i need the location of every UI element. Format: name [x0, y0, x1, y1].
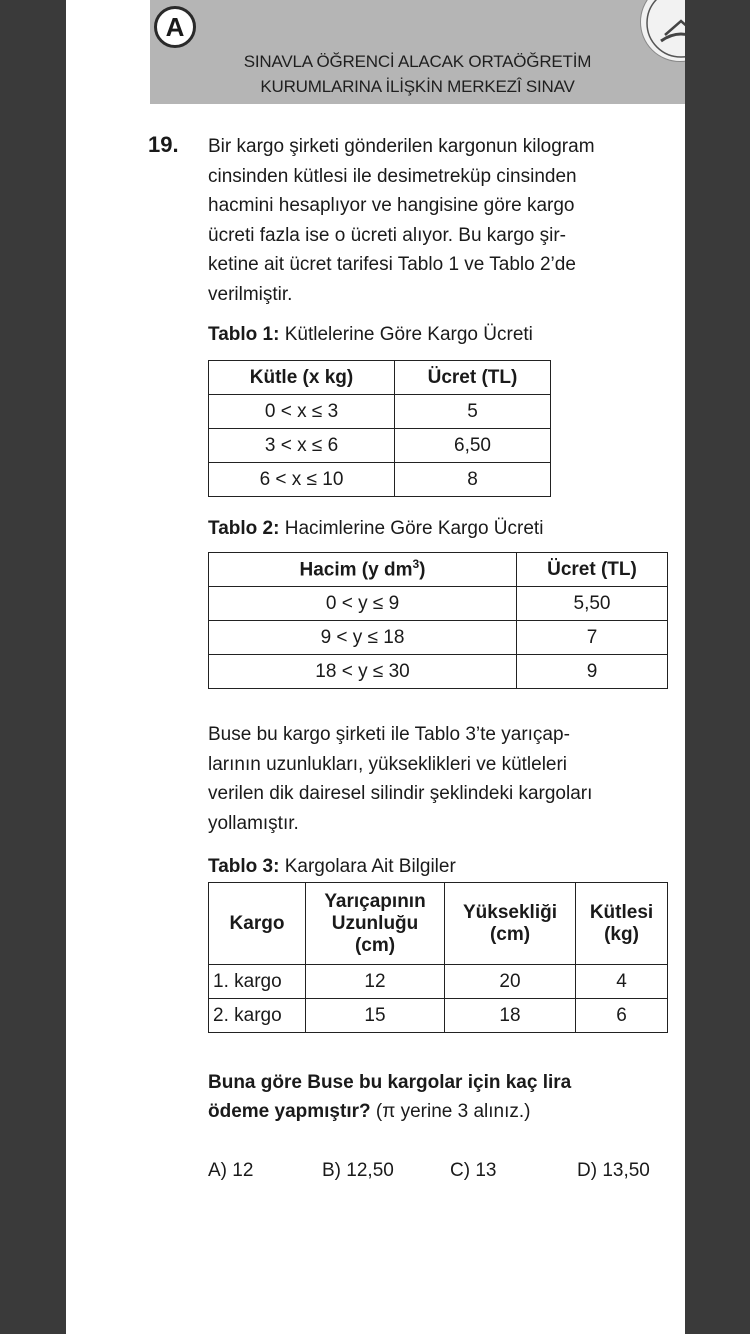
table-cell: 18 [445, 999, 576, 1033]
option-c[interactable]: C) 13 [450, 1160, 497, 1181]
table-cell: 5 [395, 395, 551, 429]
table-row [209, 587, 668, 621]
intro-line: verilmiştir. [208, 283, 293, 305]
question-prompt: Buna göre Buse bu kargolar için kaç lira ödeme yapmıştır? (π yerine 3 alınız.) [208, 1072, 572, 1122]
intro-line: Bir kargo şirketi gönderilen kargonun kilogram [208, 136, 595, 157]
middle-line: Buse bu kargo şirketi ile Tablo 3’te yarıçap- [208, 724, 570, 745]
intro-line: ücreti fazla ise o ücreti alıyor. Bu kargo şir- [208, 224, 566, 246]
table-cell: 6,50 [395, 429, 551, 463]
header-line-1: SINAVLA ÖĞRENCİ ALACAK ORTAÖĞRETİM [243, 52, 592, 71]
intro-line: cinsinden kütlesi ile desimetreküp cinsinden [208, 165, 577, 187]
option-a[interactable]: A) 12 [208, 1160, 254, 1181]
middle-line: larının uzunlukları, yükseklikleri ve kütleleri [208, 753, 568, 775]
question-number: 19. [148, 132, 179, 157]
middle-line: verilen dik dairesel silindir şeklindeki kargoları [208, 783, 593, 804]
table-cell: 9 < y ≤ 18 [209, 621, 517, 655]
table-header: Kütle (x kg) [209, 361, 395, 395]
table-row [209, 463, 551, 497]
middle-line: yollamıştır. [208, 812, 299, 834]
table-cell: 4 [576, 965, 668, 999]
table-cell: 2. kargo [209, 999, 306, 1033]
header-line-2: KURUMLARINA İLİŞKİN MERKEZÎ SINAV [260, 77, 575, 96]
option-b[interactable]: B) 12,50 [322, 1160, 394, 1181]
table-cell: 3 < x ≤ 6 [209, 429, 395, 463]
table-cell: 5,50 [517, 587, 668, 621]
intro-line: ketine ait ücret tarifesi Tablo 1 ve Tablo 2’de [208, 254, 576, 275]
table1-caption: Tablo 1: Kütlelerine Göre Kargo Ücreti [208, 324, 533, 345]
table-row [209, 395, 551, 429]
table-cell: 7 [517, 621, 668, 655]
option-d[interactable]: D) 13,50 [577, 1160, 650, 1181]
table-header: Ücret (TL) [395, 361, 551, 395]
table-row [209, 999, 668, 1033]
intro-line: hacmini hesaplıyor ve hangisine göre kargo [208, 195, 575, 216]
table-header: Kütlesi (kg) [576, 883, 668, 965]
table-cell: 6 [576, 999, 668, 1033]
table-cell: 6 < x ≤ 10 [209, 463, 395, 497]
table-header: Yüksekliği (cm) [445, 883, 576, 965]
booklet-badge: A [154, 6, 196, 48]
table-row [209, 621, 668, 655]
table-row [209, 965, 668, 999]
table-header: Kargo [209, 883, 306, 965]
table-cell: 20 [445, 965, 576, 999]
question-intro [208, 132, 678, 309]
table-cell: 1. kargo [209, 965, 306, 999]
table3-caption: Tablo 3: Kargolara Ait Bilgiler [208, 856, 456, 877]
table1-mass-tariff [208, 360, 551, 497]
table2-volume-tariff [208, 552, 668, 689]
table-row [209, 429, 551, 463]
table-cell: 8 [395, 463, 551, 497]
table-cell: 0 < x ≤ 3 [209, 395, 395, 429]
table-cell: 18 < y ≤ 30 [209, 655, 517, 689]
table-header: Hacim (y $dm^3$) [209, 553, 517, 587]
table-cell: 9 [517, 655, 668, 689]
table2-caption: Tablo 2: Hacimlerine Göre Kargo Ücreti [208, 518, 544, 539]
table-header: Yarıçapının Uzunluğu (cm) [306, 883, 445, 965]
table-cell: 15 [306, 999, 445, 1033]
table3-cargo-info [208, 882, 668, 1033]
question-middle-text [208, 720, 678, 838]
table-cell: 12 [306, 965, 445, 999]
table-header: Ücret (TL) [517, 553, 668, 587]
table-row [209, 655, 668, 689]
dark-edge [685, 0, 750, 1334]
table-cell: 0 < y ≤ 9 [209, 587, 517, 621]
